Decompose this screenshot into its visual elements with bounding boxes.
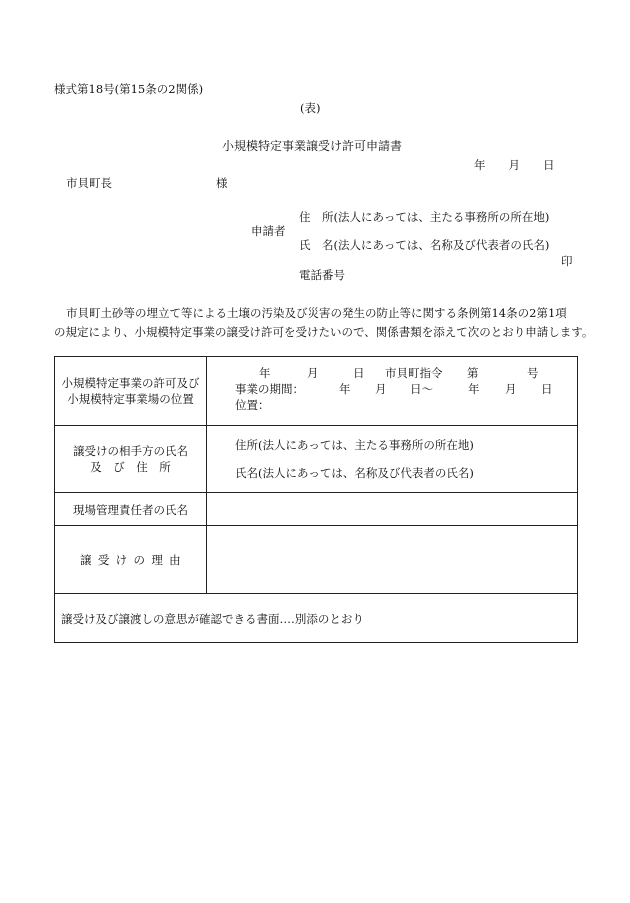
permit-year: 年 [259, 366, 271, 380]
number-suffix: 号 [527, 366, 539, 380]
period-end-year: 年 [468, 382, 480, 396]
honorific: 様 [216, 176, 228, 190]
side-indicator: (表) [300, 101, 321, 115]
applicant-label: 申請者 [251, 224, 286, 238]
period-start-year: 年 [339, 382, 351, 396]
designation-label: 市貝町指令 [385, 366, 443, 380]
seal-mark: 印 [561, 254, 573, 268]
row1-label-line1: 小規模特定事業の許可及び [61, 376, 200, 390]
row2-label-line2: 及 び 住 所 [90, 460, 171, 474]
applicant-address-line: 住 所(法人にあっては、主たる事務所の所在地) [299, 210, 550, 224]
counterparty-name: 氏名(法人にあっては、名称及び代表者の氏名) [235, 466, 474, 480]
period-end-day: 日 [541, 382, 553, 396]
addressee: 市貝町長 [66, 176, 112, 190]
period-end-month: 月 [505, 382, 517, 396]
permit-month: 月 [307, 366, 319, 380]
form-title: 小規模特定事業譲受け許可申請書 [222, 139, 403, 153]
row-divider-2 [55, 492, 577, 493]
row1-label-line2: 小規模特定事業場の位置 [67, 392, 194, 406]
date-line: 年 月 日 [474, 158, 555, 172]
applicant-name-line: 氏 名(法人にあっては、名称及び代表者の氏名) [299, 238, 550, 252]
row3-label: 現場管理責任者の氏名 [73, 503, 188, 517]
row5-text: 譲受け及び譲渡しの意思が確認できる書面‥‥別添のとおり [61, 612, 364, 626]
period-label: 事業の期間： [235, 382, 304, 396]
period-start-month: 月 [375, 382, 387, 396]
row2-label-line1: 譲受けの相手方の氏名 [73, 444, 188, 458]
counterparty-address: 住所(法人にあっては、主たる事務所の所在地) [235, 438, 474, 452]
application-table [54, 356, 578, 643]
permit-day: 日 [353, 366, 365, 380]
number-prefix: 第 [467, 366, 479, 380]
row-divider-3 [55, 525, 577, 526]
row4-label: 譲受けの理由 [80, 553, 187, 567]
form-number: 様式第18号(第15条の2関係) [54, 82, 204, 96]
row-divider-4 [55, 593, 577, 594]
location-label: 位置： [235, 398, 270, 412]
applicant-phone-line: 電話番号 [299, 268, 345, 282]
column-divider [206, 357, 207, 593]
body-line-1: 市貝町土砂等の埋立て等による土壌の汚染及び災害の発生の防止等に関する条例第14条の2第1項 [66, 306, 567, 320]
row-divider-1 [55, 425, 577, 426]
body-line-2: の規定により、小規模特定事業の譲受け許可を受けたいので、関係書類を添えて次のとおり申請します。 [54, 325, 594, 339]
period-start-day: 日〜 [410, 382, 433, 396]
